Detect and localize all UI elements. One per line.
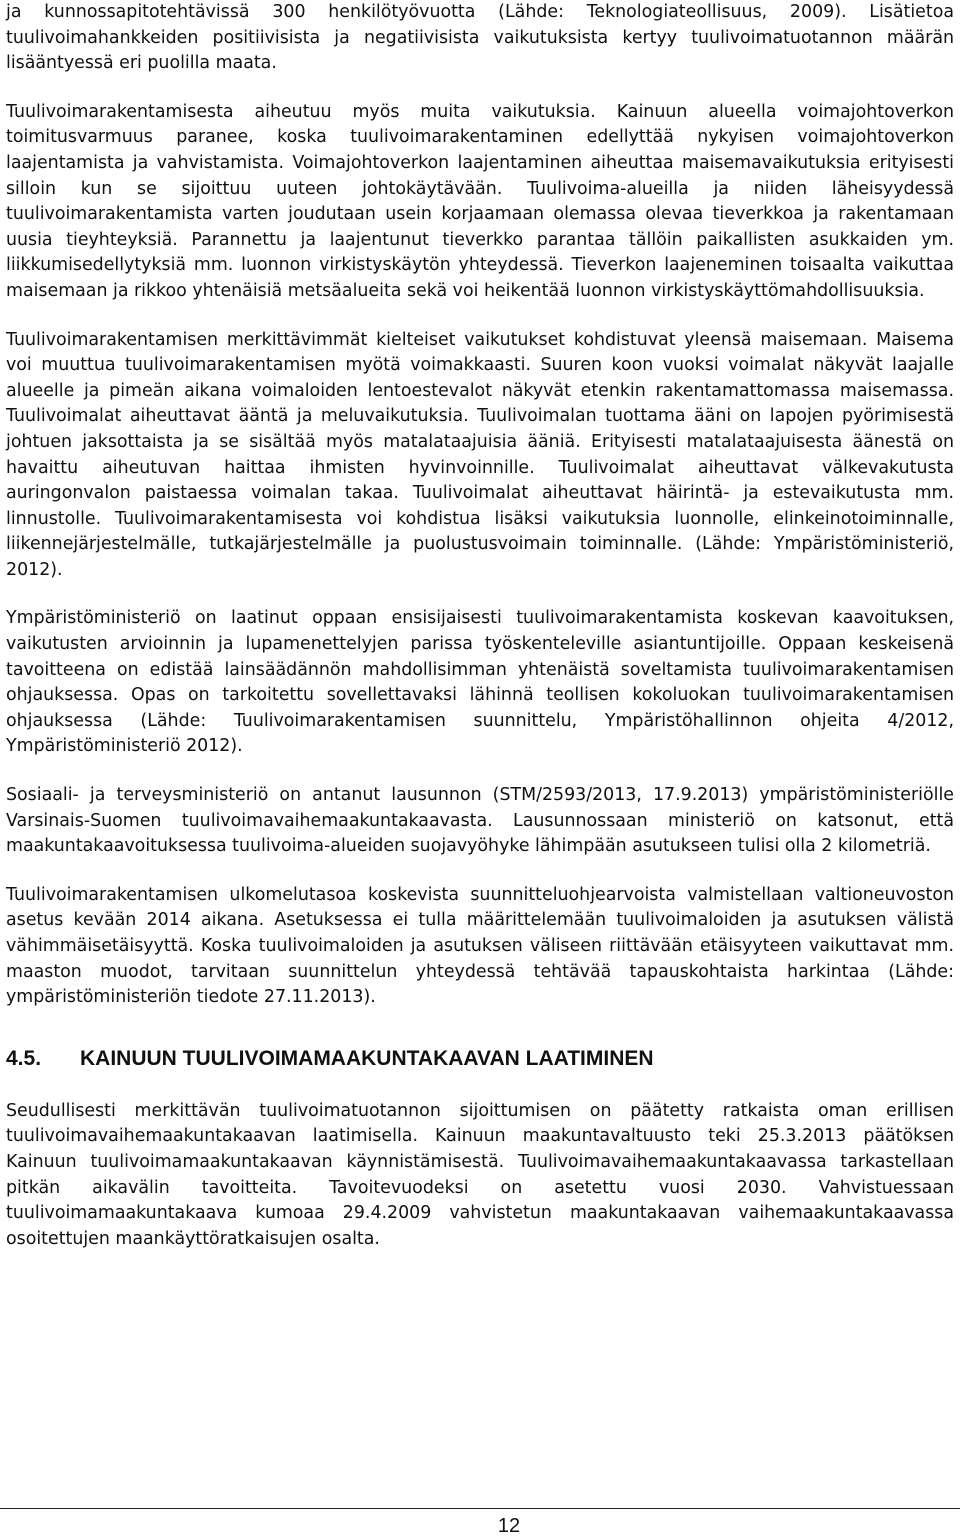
body-paragraph: Tuulivoimarakentamisesta aiheutuu myös muita vaikutuksia. Kainuun alueella voimajohtoverkon toimitusvarmuus paranee, koska tuulivoimarakentaminen edellyttää nykyisen voimajohtoverkon laajentamista ja vahvistamista. Voimajohtoverkon laajentaminen aiheuttaa maisemavaikutuksia erityisesti silloin kun se sijoittuu uuteen johtokäytävään. Tuulivoima-alueilla ja niiden läheisyydessä tuulivoimarakentamista varten joudutaan usein korjaamaan olemassa olevaa tieverkkoa ja rakentamaan uusia tieyhteyksiä. Parannettu ja laajentunut tieverkko parantaa tällöin paikallisten asukkaiden ym. liikkumisedellytyksiä mm. luonnon virkistyskäytön yhteydessä. Tieverkon laajeneminen toisaalta vaikuttaa maisemaan ja rikkoo yhtenäisiä metsäalueita sekä voi heikentää luonnon virkistyskäyttömahdollisuuksia. — [6, 101, 954, 301]
page-number: 12 — [497, 1515, 521, 1537]
body-paragraph: Tuulivoimarakentamisen ulkomelutasoa koskevista suunnitteluohjearvoista valmistellaan valtioneuvoston asetus kevään 2014 aikana. Asetuksessa ei tulla määrittelemään tuulivoimaloiden ja asutuksen välistä vähimmäisetäisyyttä. Koska tuulivoimaloiden ja asutuksen väliseen riittävään etäisyyteen vaikuttavat mm. maaston muodot, tarvitaan suunnittelun yhteydessä tehtävää tapauskohtaista harkintaa (Lähde: ympäristöministeriön tiedote 27.11.2013). — [6, 884, 954, 1008]
body-paragraph: Tuulivoimarakentamisen merkittävimmät kielteiset vaikutukset kohdistuvat yleensä maisemaan. Maisema voi muuttua tuulivoimarakentamisen myötä voimakkaasti. Suuren koon vuoksi voimalat näkyvät laajalle alueelle ja pimeän aikana voimaloiden lentoestevalot näkyvät etenkin rakentamattomassa maisemassa. Tuulivoimalat aiheuttavat ääntä ja meluvaikutuksia. Tuulivoimalan tuottama ääni on lapojen pyörimisestä johtuen jaksottaista ja se sisältää myös matalataajuisia ääniä. Erityisesti matalataajuisesta äänestä on havaittu aiheutuvan haittaa ihmisten hyvinvoinnille. Tuulivoimalat aiheuttavat välkevakutusta auringonvalon paistaessa voimalan takaa. Tuulivoimalat aiheuttavat häirintä- ja estevaikutusta mm. linnustolle. Tuulivoimarakentamisesta voi kohdistua lisäksi vaikutuksia luonnolle, elinkeinotoiminnalle, liikennejärjestelmälle, tutkajärjestelmälle ja puolustusvoimain toiminnalle. (Lähde: Ympäristöministeriö, 2012). — [6, 329, 954, 580]
body-paragraph: Sosiaali- ja terveysministeriö on antanut lausunnon (STM/2593/2013, 17.9.2013) ympäristöministeriölle Varsinais-Suomen tuulivoimavaihemaakuntakaavasta. Lausunnossaan ministeriö on katsonut, että maakuntakaavoituksessa tuulivoima-alueiden suojavyöhyke lähimpään asutukseen tulisi olla 2 kilometriä. — [6, 785, 954, 857]
footer-divider — [0, 1508, 960, 1509]
body-paragraph: Seudullisesti merkittävän tuulivoimatuotannon sijoittumisen on päätetty ratkaista oman erillisen tuulivoimavaihemaakuntakaavan laatimisella. Kainuun maakuntavaltuusto teki 25.3.2013 päätöksen Kainuun tuulivoimamaakuntakaavan käynnistämisestä. Tuulivoimavaihemaakuntakaavassa tarkastellaan pitkän aikavälin tavoitteita. Tavoitevuodeksi on asetettu vuosi 2030. Vahvistuessaan tuulivoimamaakuntakaava kumoaa 29.4.2009 vahvistetun maakuntakaavan vaihemaakuntakaavassa osoitettujen maankäyttöratkaisujen osalta. — [6, 1100, 954, 1249]
body-paragraph: ja kunnossapitotehtävissä 300 henkilötyövuotta (Lähde: Teknologiateollisuus, 2009). Lisätietoa tuulivoimahankkeiden positiivisista ja negatiivisista vaikutuksista kertyy tuulivoimatuotannon määrän lisääntyessä eri puolilla maata. — [6, 2, 954, 74]
document-page — [6, 0, 954, 1252]
section-heading — [6, 1045, 954, 1073]
section-title: KAINUUN TUULIVOIMAMAAKUNTAKAAVAN LAATIMINEN — [80, 1046, 654, 1070]
body-paragraph: Ympäristöministeriö on laatinut oppaan ensisijaisesti tuulivoimarakentamista koskevan kaavoituksen, vaikutusten arvioinnin ja lupamenettelyjen parissa työskenteleville asiantuntijoille. Oppaan keskeisenä tavoitteena on edistää lainsäädännön mahdollisimman yhtenäistä soveltamista tuulivoimarakentamisen ohjauksessa. Opas on tarkoitettu sovellettavaksi lähinnä teollisen kokoluokan tuulivoimarakentamisen ohjauksessa (Lähde: Tuulivoimarakentamisen suunnittelu, Ympäristöhallinnon ohjeita 4/2012, Ympäristöministeriö 2012). — [6, 608, 954, 757]
section-number: 4.5. — [6, 1046, 42, 1070]
